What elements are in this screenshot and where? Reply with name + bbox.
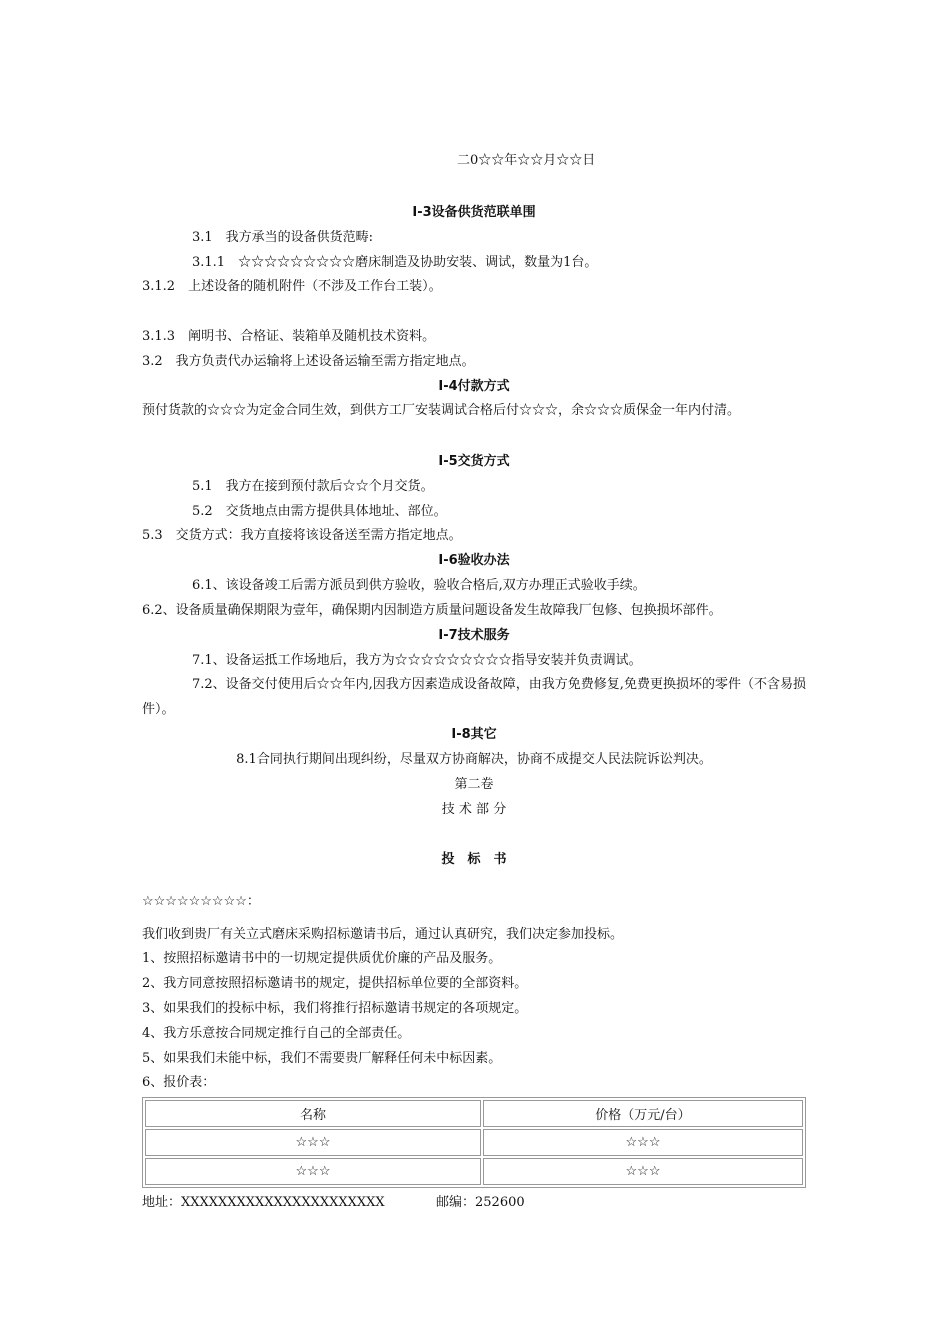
bid-item: 3、如果我们的投标中标，我们将推行招标邀请书规定的各项规定。 — [142, 1001, 528, 1016]
table-cell: ☆☆☆ — [145, 1129, 481, 1156]
section-8-1: 8.1合同执行期间出现纠纷，尽量双方协商解决，协商不成提交人民法院诉讼判决。 — [236, 752, 712, 767]
section-5-1: 5.1 我方在接到预付款后☆☆个月交货。 — [192, 479, 434, 494]
table-row — [145, 1129, 803, 1156]
section-6-heading: I-6验收办法 — [438, 553, 510, 568]
section-7-heading: I-7技术服务 — [438, 628, 510, 643]
section-3-1-1: 3.1.1 ☆☆☆☆☆☆☆☆☆磨床制造及协助安装、调试，数量为1台。 — [192, 255, 598, 270]
bid-addressee: ☆☆☆☆☆☆☆☆☆： — [142, 894, 260, 909]
date-line: 二0☆☆年☆☆月☆☆日 — [457, 153, 596, 168]
table-cell: ☆☆☆ — [483, 1129, 803, 1156]
section-5-heading: I-5交货方式 — [438, 454, 510, 469]
section-7-2: 7.2、设备交付使用后☆☆年内,因我方因素造成设备故障，由我方免费修复,免费更换损坏的零件（不含易损件）。 — [142, 677, 806, 717]
volume-title: 第二卷 — [454, 777, 494, 792]
quote-table — [142, 1097, 806, 1188]
bid-intro: 我们收到贵厂有关立式磨床采购招标邀请书后，通过认真研究，我们决定参加投标。 — [142, 927, 624, 942]
section-7-1: 7.1、设备运抵工作场地后，我方为☆☆☆☆☆☆☆☆☆指导安装并负责调试。 — [192, 653, 642, 668]
section-5-3: 5.3 交货方式：我方直接将该设备送至需方指定地点。 — [142, 528, 462, 543]
bid-item: 4、我方乐意按合同规定推行自己的全部责任。 — [142, 1026, 411, 1041]
table-header-name: 名称 — [145, 1100, 481, 1127]
bid-item: 2、我方同意按照招标邀请书的规定，提供招标单位要的全部资料。 — [142, 976, 528, 991]
bid-item: 5、如果我们未能中标，我们不需要贵厂解释任何未中标因素。 — [142, 1051, 502, 1066]
table-row — [145, 1158, 803, 1185]
table-cell: ☆☆☆ — [483, 1158, 803, 1185]
section-6-2: 6.2、设备质量确保期限为壹年，确保期内因制造方质量问题设备发生故障我厂包修、包换损坏部件。 — [142, 603, 722, 618]
section-3-1-2: 3.1.2 上述设备的随机附件（不涉及工作台工装）。 — [142, 279, 442, 294]
section-8-heading: I-8其它 — [451, 727, 497, 742]
table-header-price: 价格（万元/台） — [483, 1100, 803, 1127]
address-line: 地址：XXXXXXXXXXXXXXXXXXXXXX — [142, 1195, 385, 1210]
volume-subtitle: 技 术 部 分 — [441, 802, 507, 817]
section-4-heading: I-4付款方式 — [438, 379, 510, 394]
section-6-1: 6.1、该设备竣工后需方派员到供方验收，验收合格后,双方办理正式验收手续。 — [192, 578, 646, 593]
table-cell: ☆☆☆ — [145, 1158, 481, 1185]
bid-title: 投 标 书 — [441, 852, 507, 867]
section-4-text: 预付货款的☆☆☆为定金合同生效，到供方工厂安装调试合格后付☆☆☆，余☆☆☆质保金一年内付清。 — [142, 403, 741, 418]
bid-item: 6、报价表： — [142, 1075, 216, 1090]
table-header-row — [145, 1100, 803, 1127]
postcode-line: 邮编：252600 — [436, 1195, 525, 1210]
section-5-2: 5.2 交货地点由需方提供具体地址、部位。 — [192, 504, 447, 519]
section-3-1: 3.1 我方承当的设备供货范畴: — [192, 230, 374, 245]
section-3-1-3: 3.1.3 阐明书、合格证、装箱单及随机技术资料。 — [142, 329, 436, 344]
section-3-2: 3.2 我方负责代办运输将上述设备运输至需方指定地点。 — [142, 354, 475, 369]
section-3-heading: I-3设备供货范联单围 — [412, 205, 536, 220]
bid-item: 1、按照招标邀请书中的一切规定提供质优价廉的产品及服务。 — [142, 951, 502, 966]
